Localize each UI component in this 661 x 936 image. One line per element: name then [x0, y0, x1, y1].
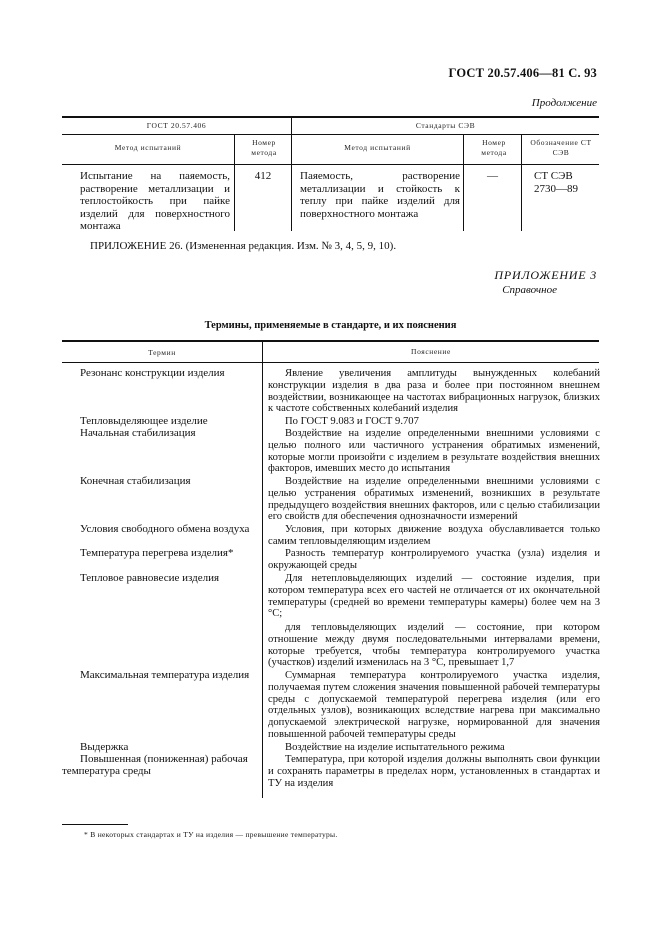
col-designation: Обозначение СТ СЭВ [530, 138, 592, 157]
col-term: Термин [148, 348, 176, 357]
footnote: * В некоторых стандартах и ТУ на изделия — превышение температуры. [84, 830, 338, 839]
expl-operating-temperature: Температура, при которой изделия должны выполнять свои функции и сохранять параметры в пределах норм, установленных в стандартах и ТУ на изделия [268, 754, 600, 789]
row-method2: Паяемость, растворение металлизации и стойкость к теплу при пайке изделий для поверхностного монтажа [300, 170, 460, 220]
expl-thermal-equilibrium: Для нетепловыделяющих изделий — состояние изделия, при котором температура всех его частей не отличается от их окончательной температуры (средней во времени температуры камеры) более чем на 3 °С; [268, 573, 600, 620]
col-explanation: Пояснение [411, 347, 451, 356]
term-overheat: Температура перегрева изделия* [80, 547, 234, 559]
row-method: Испытание на паяемость, растворение металлизации и теплостойкость при пайке изделий для поверхностного монтажа [80, 170, 230, 233]
appendix3-label: ПРИЛОЖЕНИЕ 3 [494, 268, 597, 282]
row-number2: — [487, 170, 498, 182]
term-thermal-equilibrium: Тепловое равновесие изделия [80, 572, 220, 584]
expl-thermal-equilibrium-2: для тепловыделяющих изделий — состояние, при котором отношение между двумя последовательными интервалами времени, которые требуется, чтобы температура контролируемого участка (участков) изделий изменилась на 3 °С, превышает 1,7 [268, 622, 600, 669]
appendix26-note: ПРИЛОЖЕНИЕ 26. (Измененная редакция. Изм. № 3, 4, 5, 9, 10). [90, 240, 397, 252]
gost-group-header: ГОСТ 20.57.406 [146, 121, 207, 130]
terms-title: Термины, применяемые в стандарте, и их пояснения [204, 320, 457, 331]
expl-heat-generating: По ГОСТ 9.083 и ГОСТ 9.707 [285, 416, 419, 427]
expl-resonance: Явление увеличения амплитуды вынужденных колебаний конструкции изделия в два раза и более при постоянном внешнем воздействии, возникающее на частотах вибрационных нагрузок, близких к частоте собственных колебаний изделия [268, 368, 600, 415]
col-method2: Метод испытаний [344, 143, 411, 152]
continuation-label: Продолжение [531, 97, 597, 109]
col-method: Метод испытаний [114, 143, 182, 152]
expl-exposure: Воздействие на изделие испытательного режима [285, 742, 505, 753]
term-free-air: Условия свободного обмена воздуха [80, 523, 250, 535]
col-number: Номер метода [251, 138, 277, 157]
row-designation: СТ СЭВ 2730—89 [534, 170, 578, 195]
expl-final-stabilization: Воздействие на изделие определенными внешними условиями с целью устранения обратимых изменений, возникших в результате предыдущего воздействия внешних факторов, или с целью стабилизации его свойств для обеспечения однозначности измерений [268, 476, 600, 523]
expl-overheat: Разность температур контролируемого участка (узла) изделия и окружающей среды [268, 548, 600, 571]
page-header: ГОСТ 20.57.406—81 С. 93 [448, 66, 597, 80]
term-exposure: Выдержка [80, 741, 129, 753]
term-operating-temperature: Повышенная (пониженная) рабочая температура среды [62, 753, 248, 777]
term-resonance: Резонанс конструкции изделия [80, 367, 225, 379]
col-number2: Номер метода [481, 138, 507, 157]
row-number: 412 [254, 170, 272, 182]
sev-group-header: Стандарты СЭВ [415, 121, 476, 130]
term-final-stabilization: Конечная стабилизация [80, 475, 191, 487]
expl-initial-stabilization: Воздействие на изделие определенными внешними условиями с целью полного или частичного устранения обратимых изменений, которые могли произойти с изделием в результате воздействия внешних факторов, имевших место до испытания [268, 428, 600, 475]
term-max-temperature: Максимальная температура изделия [80, 669, 250, 681]
term-initial-stabilization: Начальная стабилизация [80, 427, 196, 439]
expl-max-temperature: Суммарная температура контролируемого участка изделия, получаемая путем сложения значения повышенной рабочей температуры среды с допускаемой температурой перегрева изделия (или его отдельных узлов), возникающих вследствие нагрева при максимально допускаемой электрической нагрузке, нормированной для значения повышенной рабочей температуры среды [268, 670, 600, 740]
footnote-rule [62, 824, 128, 825]
term-heat-generating: Тепловыделяющее изделие [80, 415, 208, 427]
expl-free-air: Условия, при которых движение воздуха обуславливается только самим тепловыделяющим изделием [268, 524, 600, 547]
appendix3-type: Справочное [502, 284, 557, 296]
